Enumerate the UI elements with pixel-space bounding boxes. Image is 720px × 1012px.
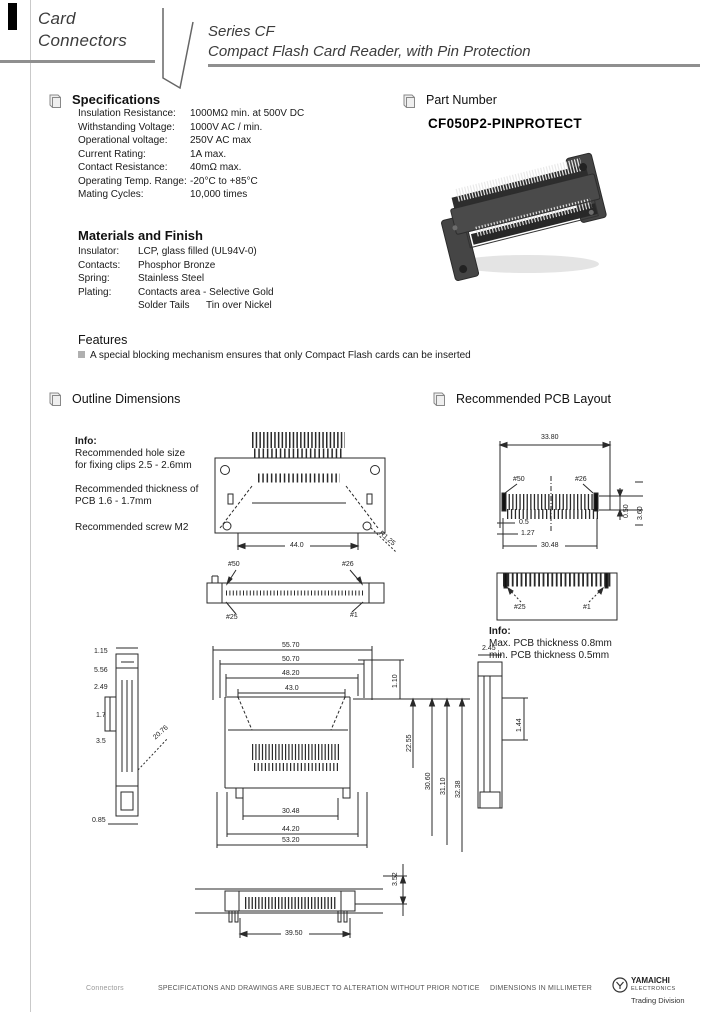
outline-info1-heading: Info: xyxy=(75,436,97,447)
dim-left-2: 5.56 xyxy=(94,667,108,674)
outline-top-view-drawing xyxy=(200,428,450,562)
dim-left-diagonal: 20.76 xyxy=(152,724,170,742)
spec-value: 1A max. xyxy=(190,148,227,160)
left-margin-rule xyxy=(30,0,31,1012)
header-underline xyxy=(208,64,700,67)
dim-right-5: 32.38 xyxy=(455,780,462,798)
outline-bottom-view-drawing xyxy=(185,856,520,956)
logo-subtitle: Trading Division xyxy=(631,996,685,1005)
dim-left-5: 3.5 xyxy=(96,738,106,745)
spec-row xyxy=(78,149,304,163)
material-label: Contacts: xyxy=(78,259,121,271)
dim-top-view-radius: R1.25 xyxy=(377,530,397,548)
dim-right-1: 1.10 xyxy=(392,674,399,688)
specifications-table xyxy=(78,108,304,203)
dim-left-4: 1.7 xyxy=(96,712,106,719)
spec-row xyxy=(78,122,304,136)
spec-label: Operating Temp. Range: xyxy=(78,175,187,187)
dim-left-3: 2.49 xyxy=(94,684,108,691)
outline-info1-line1: Recommended hole size xyxy=(75,448,186,459)
spec-label: Insulation Resistance: xyxy=(78,108,176,119)
part-number-value: CF050P2-PINPROTECT xyxy=(428,116,582,131)
section-icon xyxy=(430,390,448,408)
footer-notice: SPECIFICATIONS AND DRAWINGS ARE SUBJECT TO ALTERATION WITHOUT PRIOR NOTICE xyxy=(158,985,480,992)
material-row xyxy=(78,273,274,287)
pcb-bottom-drawing xyxy=(483,560,720,672)
dim-right-3: 30.60 xyxy=(425,772,432,790)
dim-pcb-05: 0.5 xyxy=(519,519,529,526)
section-icon xyxy=(46,390,64,408)
pcb-layout-title: Recommended PCB Layout xyxy=(456,392,611,406)
brand-line1: Card xyxy=(38,9,76,28)
spec-label: Operational voltage: xyxy=(78,135,168,146)
brand-underline xyxy=(0,60,155,63)
dim-side-right: 1.44 xyxy=(516,718,523,732)
dim-top-4: 43.0 xyxy=(285,685,299,692)
spec-label: Current Rating: xyxy=(78,148,146,160)
pcb-pin-label-25: #25 xyxy=(514,604,526,611)
pcb-pin-label-50: #50 xyxy=(513,476,525,483)
pcb-top-drawing xyxy=(483,430,720,562)
spec-row xyxy=(78,108,304,122)
material-label xyxy=(78,300,138,314)
dim-bottom-view-width: 39.50 xyxy=(285,930,303,937)
dim-top-view-width: 44.0 xyxy=(290,542,304,549)
spec-label: Contact Resistance: xyxy=(78,162,168,173)
section-icon xyxy=(400,92,418,110)
series-title xyxy=(208,22,531,61)
pcb-pin-label-26: #26 xyxy=(575,476,587,483)
dim-bottom-view-height: 3.52 xyxy=(392,872,399,886)
material-label: Spring: xyxy=(78,273,110,284)
dim-pcb-row-span: 30.48 xyxy=(541,542,559,549)
dim-pcb-row-gap: 3.60 xyxy=(637,506,644,520)
series-name: Series CF xyxy=(208,23,275,40)
materials-table xyxy=(78,246,274,314)
spec-label: Mating Cycles: xyxy=(78,189,144,200)
spec-value: 10,000 times xyxy=(190,189,248,200)
dim-side-top: 2.45 xyxy=(482,645,496,652)
logo-line1: YAMAICHI xyxy=(631,976,670,985)
dim-bottom-2: 44.20 xyxy=(282,826,300,833)
spec-row xyxy=(78,135,304,149)
spec-value: 40mΩ max. xyxy=(190,162,242,173)
product-photo xyxy=(430,148,625,283)
pcb-info-line1: Max. PCB thickness 0.8mm xyxy=(489,638,612,649)
outline-info2-line1: Recommended thickness of xyxy=(75,484,199,495)
footer-units: DIMENSIONS IN MILLIMETER xyxy=(490,985,593,992)
dim-left-6: 0.85 xyxy=(92,817,106,824)
logo-line2: ELECTRONICS xyxy=(631,985,676,992)
pin-label-25: #25 xyxy=(226,614,238,621)
dim-right-4: 31.10 xyxy=(440,777,447,795)
spec-value: -20°C to +85°C xyxy=(190,175,258,187)
feature-text: A special blocking mechanism ensures that only Compact Flash cards can be inserted xyxy=(90,350,471,361)
specifications-title: Specifications xyxy=(72,92,161,107)
dim-top-2: 50.70 xyxy=(282,656,300,663)
dim-pcb-overall-width: 33.80 xyxy=(541,434,559,441)
pcb-info-heading: Info: xyxy=(489,626,511,637)
corner-mark xyxy=(8,3,17,30)
dim-right-2: 22.55 xyxy=(406,734,413,752)
material-value: Phosphor Bronze xyxy=(138,259,216,271)
feature-item xyxy=(78,350,471,361)
features-title: Features xyxy=(78,333,128,347)
feature-bullet-icon xyxy=(78,351,85,358)
yamaichi-logo-icon xyxy=(612,977,628,993)
footer-left: Connectors xyxy=(86,985,124,992)
spec-row xyxy=(78,176,304,190)
spec-row xyxy=(78,162,304,176)
materials-title: Materials and Finish xyxy=(78,228,203,243)
spec-value: 1000MΩ min. at 500V DC xyxy=(190,108,305,119)
section-icon xyxy=(46,92,64,110)
dim-top-3: 48.20 xyxy=(282,670,300,677)
dim-left-1: 1.15 xyxy=(94,648,108,655)
brand-line2: Connectors xyxy=(38,31,127,51)
dim-pcb-row-offset: 0.50 xyxy=(623,504,630,518)
pin-label-1: #1 xyxy=(350,612,358,619)
brand-title xyxy=(38,8,127,53)
outline-front-view-drawing xyxy=(200,556,450,630)
outline-info3-line1: Recommended screw M2 xyxy=(75,522,189,533)
spec-value: 250V AC max xyxy=(190,135,252,146)
material-value: LCP, glass filled (UL94V-0) xyxy=(138,246,257,257)
material-label: Plating: xyxy=(78,286,112,298)
material-row xyxy=(78,260,274,274)
outline-section-view-drawing xyxy=(88,640,548,862)
dim-pcb-pitch: 1.27 xyxy=(521,530,535,537)
spec-row xyxy=(78,189,304,203)
outline-dimensions-title: Outline Dimensions xyxy=(72,392,181,406)
part-number-title: Part Number xyxy=(426,93,497,107)
material-value: Contacts area - Selective Gold xyxy=(138,286,274,298)
spec-label: Withstanding Voltage: xyxy=(78,121,175,133)
dim-bottom-1: 30.48 xyxy=(282,808,300,815)
dim-top-1: 55.70 xyxy=(282,642,300,649)
series-subtitle: Compact Flash Card Reader, with Pin Protection xyxy=(208,42,531,60)
material-row xyxy=(78,287,274,301)
dim-bottom-3: 53.20 xyxy=(282,837,300,844)
pcb-pin-label-1: #1 xyxy=(583,604,591,611)
material-row xyxy=(78,300,274,314)
outline-info1-line2: for fixing clips 2.5 - 2.6mm xyxy=(75,460,192,471)
material-value: Solder Tails Tin over Nickel xyxy=(138,300,272,311)
yamaichi-logo-text xyxy=(631,977,676,992)
pin-label-50: #50 xyxy=(228,561,240,568)
pcb-info-line2: min. PCB thickness 0.5mm xyxy=(489,650,610,661)
outline-info2-line2: PCB 1.6 - 1.7mm xyxy=(75,496,152,507)
material-row xyxy=(78,246,274,260)
spec-value: 1000V AC / min. xyxy=(190,121,263,133)
material-value: Stainless Steel xyxy=(138,273,205,284)
material-label: Insulator: xyxy=(78,246,120,257)
pin-label-26: #26 xyxy=(342,561,354,568)
